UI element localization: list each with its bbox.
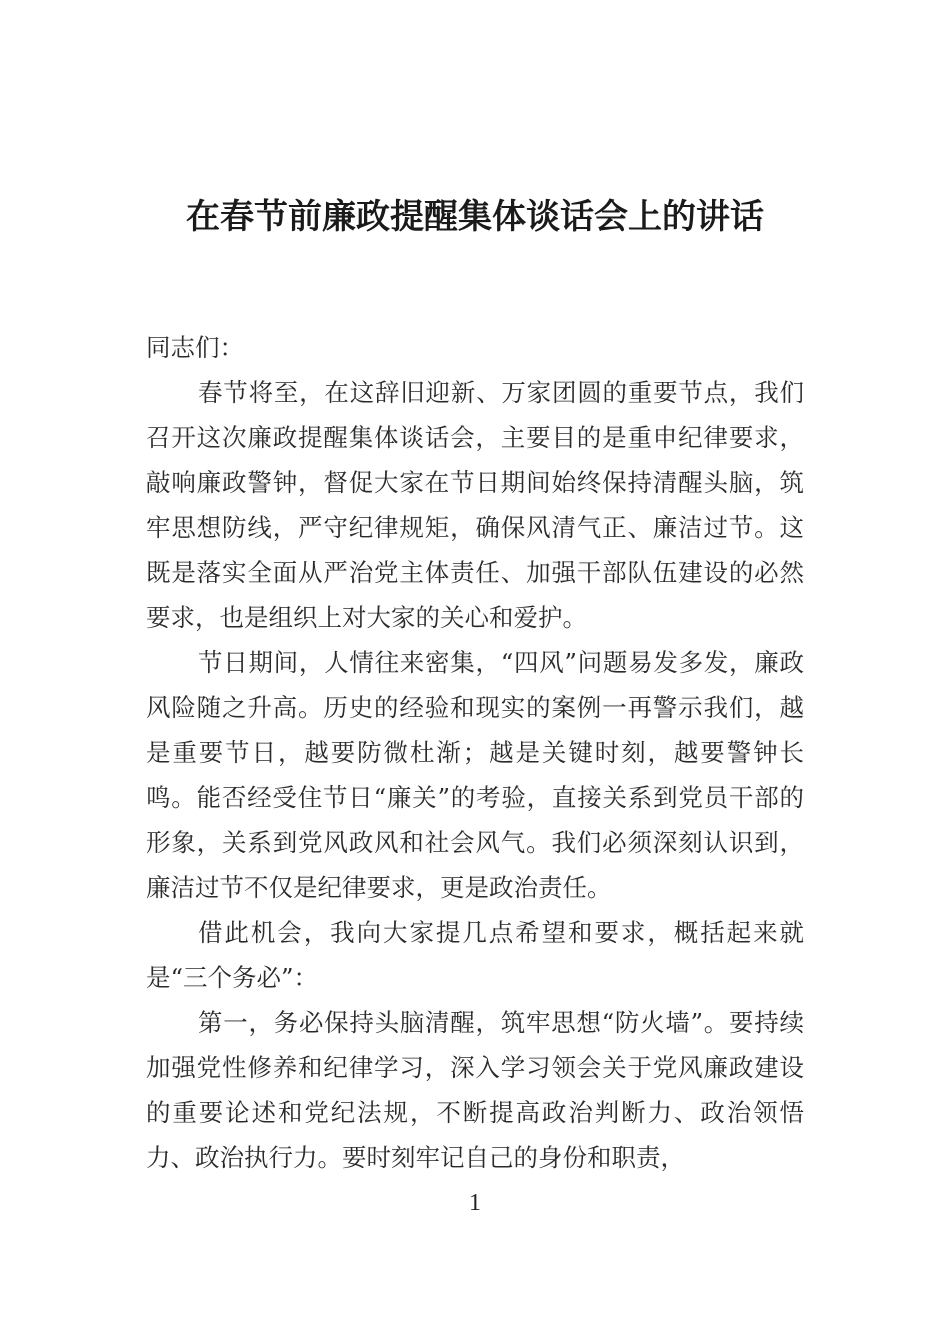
paragraph-2: 节日期间，人情往来密集，“四风”问题易发多发，廉政风险随之升高。历史的经验和现实的案例一再警示我们，越是重要节日，越要防微杜渐；越是关键时刻，越要警钟长鸣。能否经受住节日“廉关”的考验，直接关系到党员干部的形象，关系到党风政风和社会风气。我们必须深刻认识到，廉洁过节不仅是纪律要求，更是政治责任。 [146, 648, 804, 902]
document-title: 在春节前廉政提醒集体谈话会上的讲话 [186, 197, 764, 237]
document-body [146, 325, 804, 1180]
paragraph-4: 第一，务必保持头脑清醒，筑牢思想“防火墙”。要持续加强党性修养和纪律学习，深入学习领会关于党风廉政建设的重要论述和党纪法规，不断提高政治判断力、政治领悟力、政治执行力。要时刻牢记自己的身份和职责， [146, 1008, 804, 1172]
page-number: 1 [469, 1190, 481, 1216]
paragraph-1: 春节将至，在这辞旧迎新、万家团圆的重要节点，我们召开这次廉政提醒集体谈话会，主要目的是重申纪律要求，敲响廉政警钟，督促大家在节日期间始终保持清醒头脑，筑牢思想防线，严守纪律规矩，确保风清气正、廉洁过节。这既是落实全面从严治党主体责任、加强干部队伍建设的必然要求，也是组织上对大家的关心和爱护。 [146, 378, 804, 632]
salutation: 同志们： [146, 333, 244, 362]
paragraph-3: 借此机会，我向大家提几点希望和要求，概括起来就是“三个务必”： [146, 918, 804, 992]
